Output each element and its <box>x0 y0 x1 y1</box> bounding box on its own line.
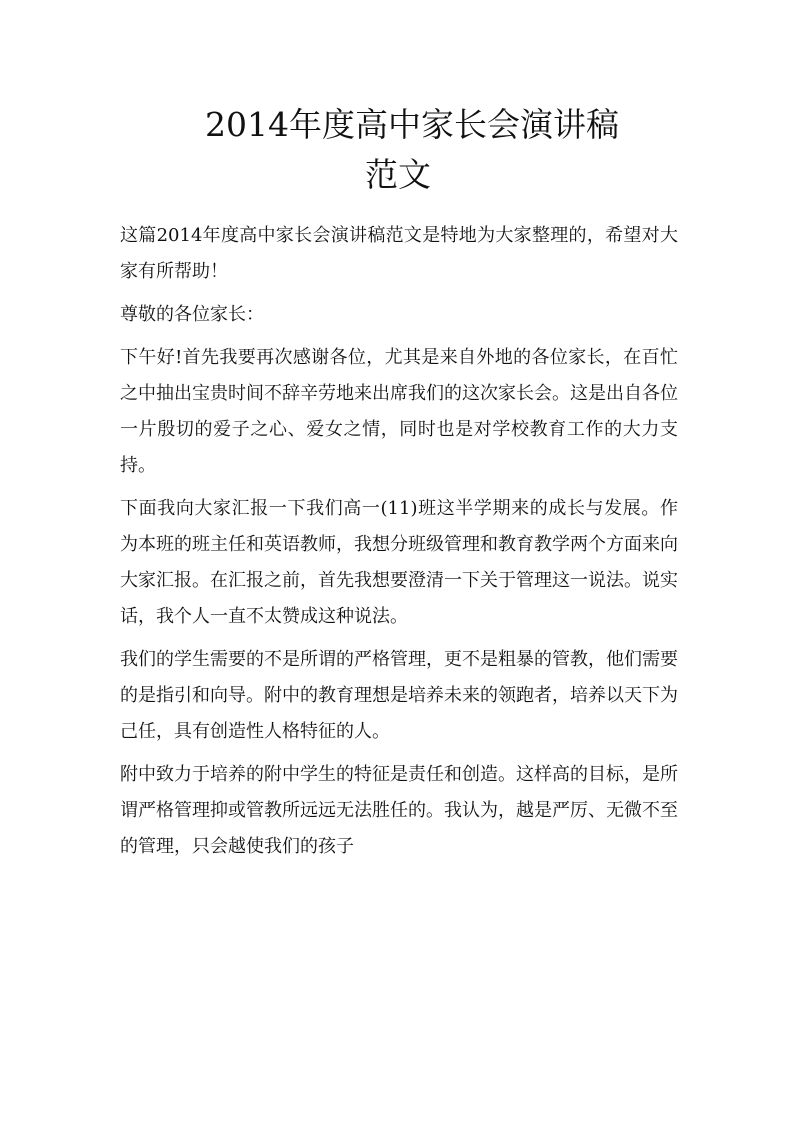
students-paragraph: 我们的学生需要的不是所谓的严格管理，更不是粗暴的管教，他们需要的是指引和向导。附中的教育理想是培养未来的领跑者，培养以天下为己任，具有创造性人格特征的人。 <box>120 649 678 742</box>
salutation: 尊敬的各位家长： <box>120 304 264 325</box>
title-line-2: 范文 <box>365 155 431 194</box>
document-title <box>0 100 794 200</box>
goals-paragraph: 附中致力于培养的附中学生的特征是责任和创造。这样高的目标，是所谓严格管理抑或管教所远远无法胜任的。我认为，越是严厉、无微不至的管理，只会越使我们的孩子 <box>120 764 678 857</box>
intro-paragraph: 这篇2014年度高中家长会演讲稿范文是特地为大家整理的，希望对大家有所帮助！ <box>120 225 678 282</box>
title-line-1: 2014年度高中家长会演讲稿 <box>205 105 619 144</box>
greeting-paragraph: 下午好!首先我要再次感谢各位，尤其是来自外地的各位家长，在百忙之中抽出宝贵时间不辞辛劳地来出席我们的这次家长会。这是出自各位一片殷切的爱子之心、爱女之情，同时也是对学校教育工作的大力支持。 <box>120 347 678 476</box>
report-paragraph: 下面我向大家汇报一下我们高一(11)班这半学期来的成长与发展。作为本班的班主任和英语教师，我想分班级管理和教育教学两个方面来向大家汇报。在汇报之前，首先我想要澄清一下关于管理这一说法。说实话，我个人一直不太赞成这种说法。 <box>120 498 678 627</box>
document-body <box>120 218 678 872</box>
